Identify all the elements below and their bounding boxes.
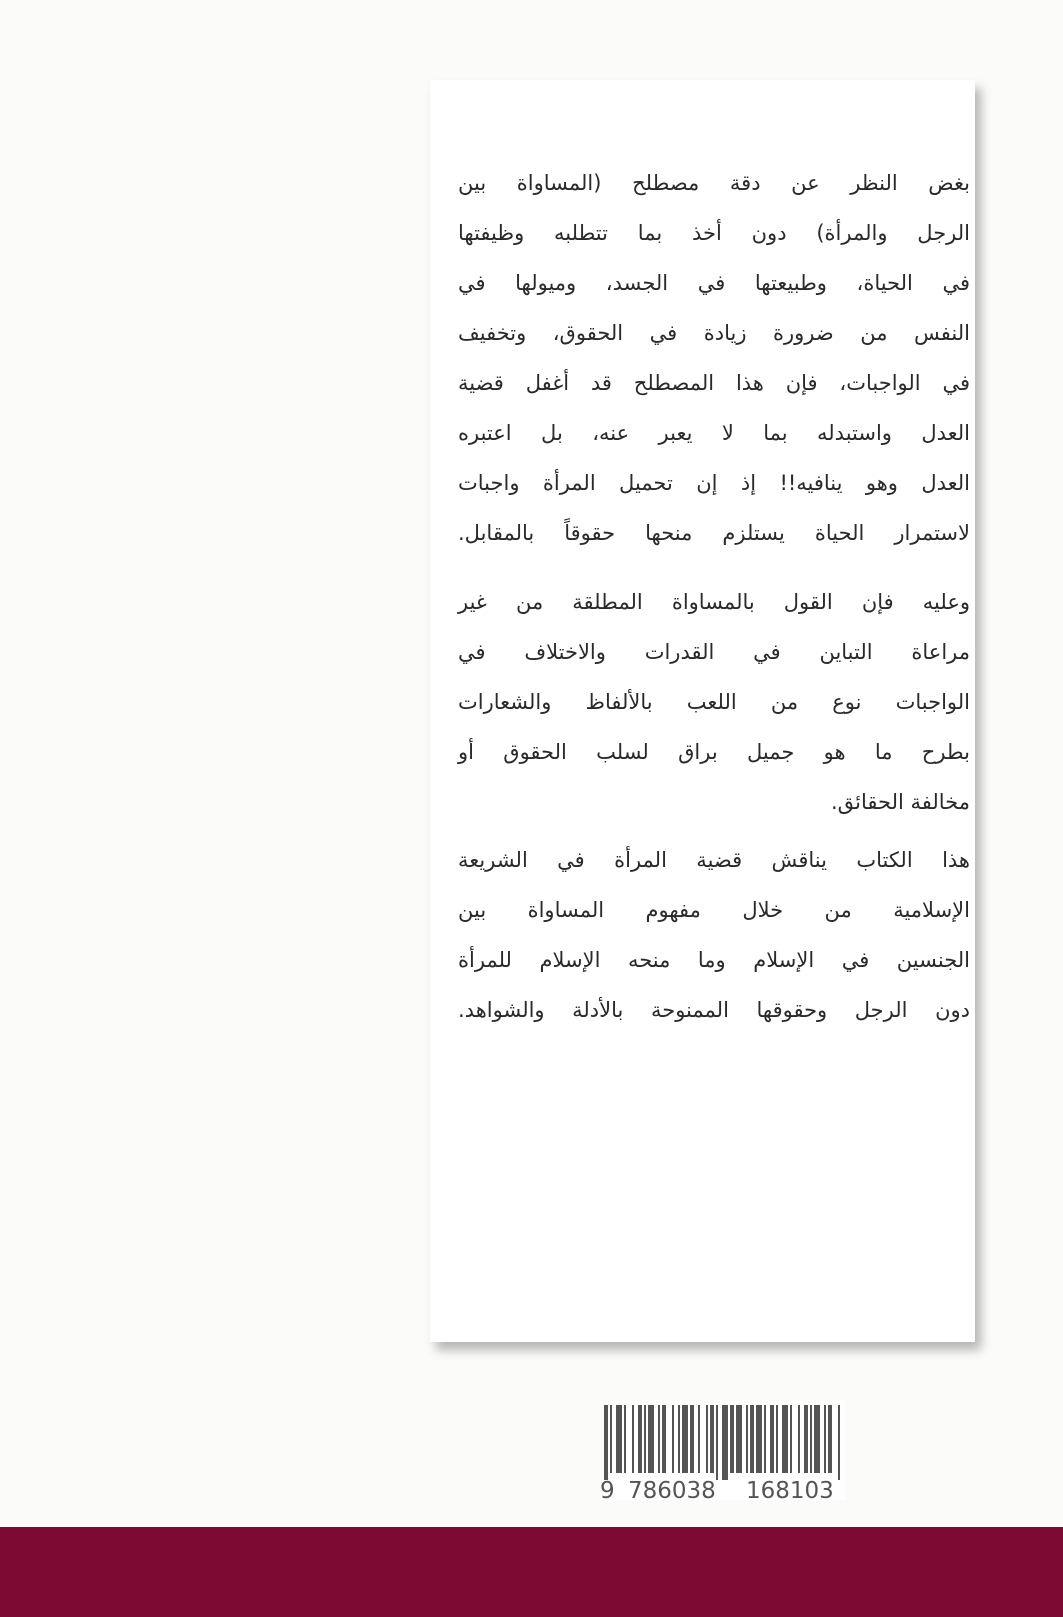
barcode-left-digits: 786038 <box>628 1478 716 1504</box>
barcode-bar <box>624 1405 626 1473</box>
barcode-bar <box>672 1405 674 1473</box>
barcode-bar <box>746 1405 748 1473</box>
barcode-bar <box>706 1405 708 1473</box>
text-line: العدل واستبدله بما لا يعبر عنه، بل اعتبره <box>458 421 970 445</box>
barcode-bar <box>736 1405 742 1473</box>
barcode-bars <box>600 1405 845 1480</box>
barcode-bar <box>798 1405 800 1473</box>
text-line: الإسلامية من خلال مفهوم المساواة بين <box>458 898 970 922</box>
text-line: الجنسين في الإسلام وما منحه الإسلام للمرأة <box>458 948 970 972</box>
barcode-bar <box>662 1405 666 1473</box>
blurb-paragraph-1 <box>458 158 970 558</box>
barcode-bar <box>678 1405 680 1473</box>
bottom-color-band <box>0 1527 1063 1617</box>
barcode-bar <box>770 1405 774 1473</box>
text-line: مخالفة الحقائق. <box>830 790 970 814</box>
text-line: مراعاة التباين في القدرات والاختلاف في <box>458 640 970 664</box>
barcode-bar <box>610 1405 612 1473</box>
barcode-bar <box>682 1405 688 1473</box>
barcode-bar <box>604 1405 608 1480</box>
text-line: بطرح ما هو جميل براق لسلب الحقوق أو <box>458 740 970 764</box>
text-line: الواجبات نوع من اللعب بالألفاظ والشعارات <box>458 690 970 714</box>
barcode-bar <box>730 1405 734 1473</box>
barcode-bar <box>790 1405 792 1473</box>
barcode-bar <box>824 1405 826 1473</box>
text-line: العدل وهو ينافيه!! إذ إن تحميل المرأة واجبات <box>458 471 970 495</box>
barcode-bar <box>638 1405 642 1473</box>
barcode-bar <box>814 1405 820 1473</box>
text-line: دون الرجل وحقوقها الممنوحة بالأدلة والشواهد. <box>458 998 970 1022</box>
text-line: لاستمرار الحياة يستلزم منحها حقوقاً بالمقابل. <box>458 521 970 545</box>
text-line: النفس من ضرورة زيادة في الحقوق، وتخفيف <box>458 321 970 345</box>
barcode-bar <box>828 1405 832 1473</box>
barcode-bar <box>804 1405 808 1473</box>
text-line: هذا الكتاب يناقش قضية المرأة في الشريعة <box>458 848 970 872</box>
blurb-paragraph-3 <box>458 835 970 1035</box>
barcode-lead-digit: 9 <box>600 1478 615 1504</box>
barcode-bar <box>776 1405 778 1473</box>
text-line: الرجل والمرأة) دون أخذ بما تتطلبه وظيفتها <box>458 221 970 245</box>
barcode-bar <box>658 1405 660 1473</box>
barcode-bar <box>750 1405 754 1473</box>
barcode-bar <box>838 1405 840 1480</box>
isbn-barcode <box>600 1400 845 1504</box>
barcode-bar <box>782 1405 788 1473</box>
barcode-bar <box>690 1405 694 1473</box>
barcode-bar <box>764 1405 766 1473</box>
barcode-bar <box>632 1405 634 1473</box>
barcode-bar <box>722 1405 728 1480</box>
text-line: في الحياة، وطبيعتها في الجسد، وميولها في <box>458 271 970 295</box>
barcode-bar <box>810 1405 812 1473</box>
text-line: في الواجبات، فإن هذا المصطلح قد أغفل قضية <box>458 371 970 395</box>
barcode-bar <box>616 1405 622 1473</box>
barcode-bar <box>698 1405 700 1473</box>
text-line: بغض النظر عن دقة مصطلح (المساواة بين <box>458 171 970 195</box>
barcode-bar <box>716 1405 718 1480</box>
barcode-bar <box>648 1405 654 1473</box>
blurb-paragraph-2 <box>458 577 970 827</box>
barcode-bar <box>644 1405 646 1473</box>
barcode-bar <box>756 1405 762 1473</box>
barcode-right-digits: 168103 <box>746 1478 834 1504</box>
text-line: وعليه فإن القول بالمساواة المطلقة من غير <box>458 590 970 614</box>
barcode-bar <box>710 1405 714 1473</box>
